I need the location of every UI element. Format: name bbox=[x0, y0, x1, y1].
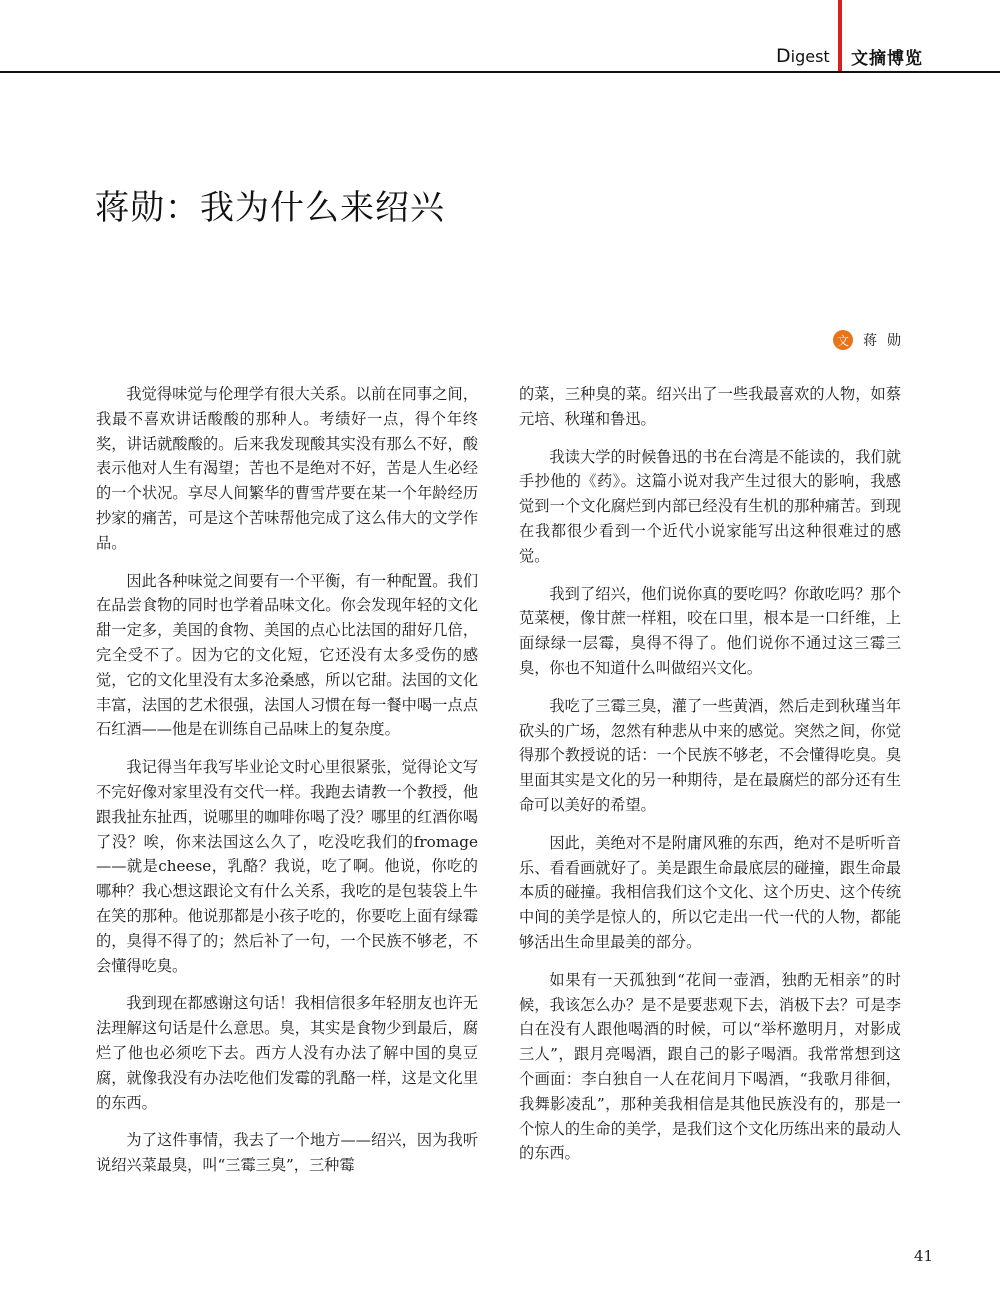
paragraph: 我觉得味觉与伦理学有很大关系。以前在同事之间，我最不喜欢讲话酸酸的那种人。考绩好一点，得个年终奖，讲话就酸酸的。后来我发现酸其实没有那么不好，酸表示他对人生有渴望；苦也不是绝对不好，苦是人生必经的一个状况。享尽人间繁华的曹雪芹要在某一个年龄经历抄家的痛苦，可是这个苦味帮他完成了这么伟大的文学作品。 bbox=[96, 385, 478, 552]
paragraph: 因此各种味觉之间要有一个平衡，有一种配置。我们在品尝食物的同时也学着品味文化。你会发现年轻的文化甜一定多，美国的食物、美国的点心比法国的甜好几倍，完全受不了。因为它的文化短，它还没有太多受伤的感觉，它的文化里没有太多沧桑感，所以它甜。法国的文化丰富，法国的艺术很强，法国人习惯在每一餐中喝一点点石红酒——他是在训练自己品味上的复杂度。 bbox=[96, 571, 478, 739]
paragraph: 的菜，三种臭的菜。绍兴出了一些我最喜欢的人物，如蔡元培、秋瑾和鲁迅。 bbox=[519, 385, 901, 428]
paragraph: 我到现在都感谢这句话！我相信很多年轻朋友也许无法理解这句话是什么意思。臭，其实是食物少到最后，腐烂了他也必须吃下去。西方人没有办法了解中国的臭豆腐，就像我没有办法吃他们发霉的乳酪一样，这是文化里的东西。 bbox=[96, 994, 478, 1112]
paragraph: 我记得当年我写毕业论文时心里很紧张，觉得论文写不完好像对家里没有交代一样。我跑去请教一个教授，他跟我扯东扯西，说哪里的咖啡你喝了没？哪里的红酒你喝了没？唉，你来法国这么久了，吃没吃我们的fromage——就是cheese，乳酪？我说，吃了啊。他说，你吃的哪种？我心想这跟论文有什么关系，我吃的是包装袋上牛在笑的那种。他说那都是小孩子吃的，你要吃上面有绿霉的，臭得不得了的；然后补了一句，一个民族不够老，不会懂得吃臭。 bbox=[96, 758, 478, 975]
paragraph: 因此，美绝对不是附庸风雅的东西，绝对不是听听音乐、看看画就好了。美是跟生命最底层的碰撞，跟生命最本质的碰撞。我相信我们这个文化、这个历史、这个传统中间的美学是惊人的，所以它走出一代一代的人物，都能够活出生命里最美的部分。 bbox=[519, 833, 901, 951]
digest-label: Digest bbox=[776, 45, 830, 67]
section-title: 文摘博览 bbox=[851, 49, 923, 69]
paragraph: 我吃了三霉三臭，灌了一些黄酒，然后走到秋瑾当年砍头的广场，忽然有种悲从中来的感觉。突然之间，你觉得那个教授说的话：一个民族不够老，不会懂得吃臭。臭里面其实是文化的另一种期待，是在最腐烂的部分还有生命可以美好的希望。 bbox=[519, 696, 901, 814]
byline bbox=[833, 330, 911, 350]
paragraph: 如果有一天孤独到“花间一壶酒，独酌无相亲”的时候，我该怎么办？是不是要悲观下去，消极下去？可是李白在没有人跟他喝酒的时候，可以“举杯邀明月，对影成三人”，跟月亮喝酒，跟自己的影子喝酒。我常常想到这个画面：李白独自一人在花间月下喝酒，“我歌月徘徊，我舞影凌乱”，那种美我相信是其他民族没有的，那是一个惊人的生命的美学，是我们这个文化历练出来的最动人的东西。 bbox=[519, 970, 901, 1163]
author-badge-icon: 文 bbox=[833, 330, 853, 350]
page-number: 41 bbox=[914, 1247, 934, 1265]
paragraph: 我到了绍兴，他们说你真的要吃吗？你敢吃吗？那个苋菜梗，像甘蔗一样粗，咬在口里，根本是一口纤维，上面绿绿一层霉，臭得不得了。他们说你不通过这三霉三臭，你也不知道什么叫做绍兴文化。 bbox=[519, 584, 901, 677]
right-column bbox=[519, 382, 901, 1179]
left-column bbox=[96, 382, 478, 1191]
article-title: 蒋勋：我为什么来绍兴 bbox=[95, 188, 445, 228]
header-accent-bar bbox=[838, 0, 842, 71]
paragraph: 为了这件事情，我去了一个地方——绍兴，因为我听说绍兴菜最臭，叫“三霉三臭”，三种霉 bbox=[96, 1131, 478, 1175]
header-rule bbox=[0, 71, 1000, 73]
paragraph: 我读大学的时候鲁迅的书在台湾是不能读的，我们就手抄他的《药》。这篇小说对我产生过很大的影响，我感觉到一个文化腐烂到内部已经没有生机的那种痛苦。到现在我都很少看到一个近代小说家能写出这种很难过的感觉。 bbox=[519, 447, 901, 565]
author-name: 蒋勋 bbox=[863, 333, 911, 349]
